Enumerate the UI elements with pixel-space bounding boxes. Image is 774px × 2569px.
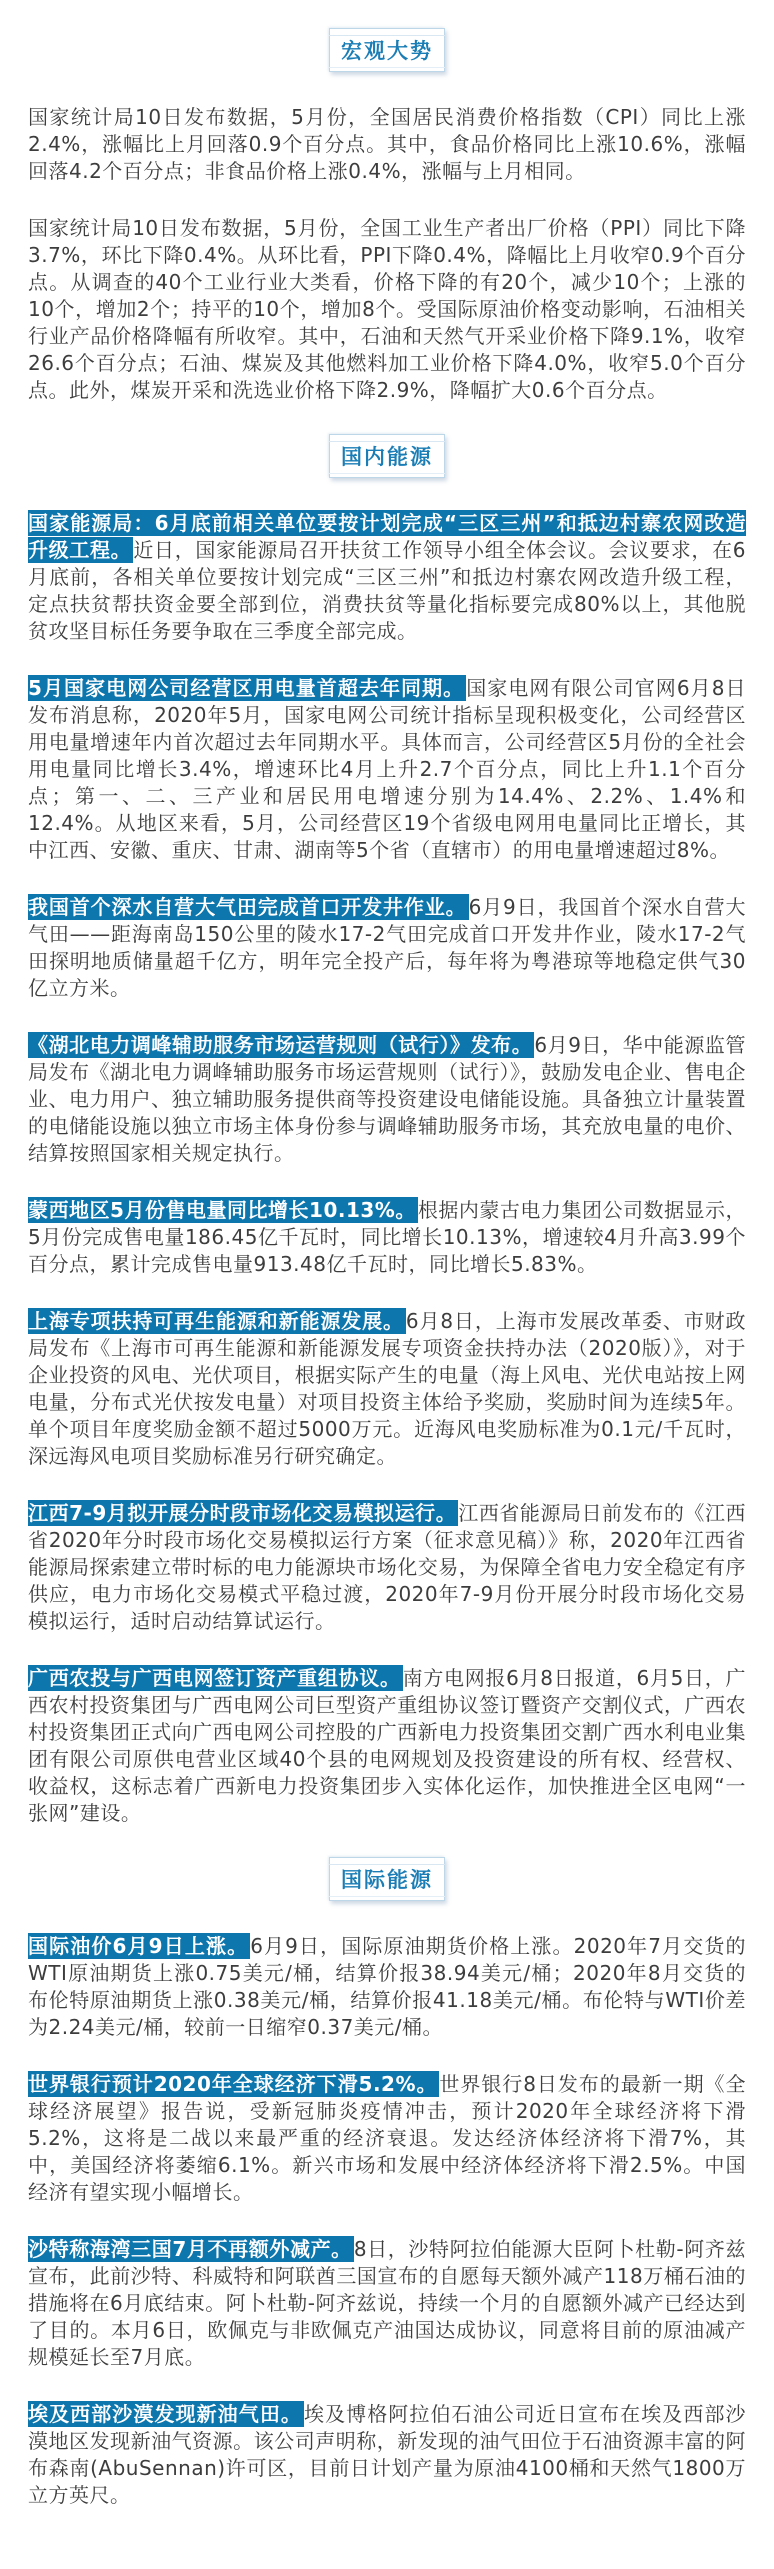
news-body: 根据内蒙古电力集团公司数据显示，5月份完成售电量186.45亿千瓦时，同比增长10.13%，增速较4月升高3.99个百分点，累计完成售电量913.48亿千瓦时，同比增长5.83%。 [28, 1198, 747, 1276]
news-headline: 我国首个深水自营大气田完成首口开发井作业。 [28, 895, 467, 919]
news-body: 国家统计局10日发布数据，5月份，全国居民消费价格指数（CPI）同比上涨2.4%，涨幅比上月回落0.9个百分点。其中，食品价格同比上涨10.6%，涨幅回落4.2个百分点；非食品价格上涨0.4%，涨幅与上月相同。 [28, 105, 746, 183]
news-paragraph [28, 1308, 746, 1470]
news-paragraph [28, 1933, 746, 2041]
news-headline: 5月国家电网公司经营区用电量首超去年同期。 [28, 676, 465, 700]
news-headline: 广西农投与广西电网签订资产重组协议。 [28, 1666, 401, 1690]
section-badge-domestic [329, 434, 445, 478]
news-headline: 上海专项扶持可再生能源和新能源发展。 [28, 1309, 404, 1333]
news-body: 8日，沙特阿拉伯能源大臣阿卜杜勒-阿齐兹宣布，此前沙特、科威特和阿联酋三国宣布的自愿每天额外减产118万桶石油的措施将在6月底结束。阿卜杜勒-阿齐兹说，持续一个月的自愿额外减产已经达到了目的。本月6日，欧佩克与非欧佩克产油国达成协议，同意将目前的原油减产规模延长至7月底。 [28, 2237, 746, 2369]
news-paragraph [28, 1665, 746, 1827]
news-body: 国家统计局10日发布数据，5月份，全国工业生产者出厂价格（PPI）同比下降3.7%，环比下降0.4%。从环比看，PPI下降0.4%，降幅比上月收窄0.9个百分点。从调查的40个工业行业大类看，价格下降的有20个，减少10个；上涨的10个，增加2个；持平的10个，增加8个。受国际原油价格变动影响，石油相关行业产品价格降幅有所收窄。其中，石油和天然气开采业价格下降9.1%，收窄26.6个百分点；石油、煤炭及其他燃料加工业价格下降4.0%，收窄5.0个百分点。此外，煤炭开采和洗选业价格下降2.9%，降幅扩大0.6个百分点。 [28, 216, 746, 402]
news-headline: 《湖北电力调峰辅助服务市场运营规则（试行）》发布。 [28, 1033, 533, 1057]
news-paragraph [28, 510, 746, 645]
section-macro-trends [28, 28, 746, 404]
section-header-row [28, 434, 746, 478]
news-body: 6月9日，我国首个深水自营大气田——距海南岛150公里的陵水17-2气田完成首口开发井作业，陵水17-2气田探明地质储量超千亿方，明年完全投产后，每年将为粤港琼等地稳定供气30亿立方米。 [28, 895, 747, 1000]
section-badge-label: 宏观大势 [341, 39, 433, 63]
news-headline: 沙特称海湾三国7月不再额外减产。 [28, 2237, 352, 2261]
section-header-row [28, 1857, 746, 1901]
section-header-row [28, 28, 746, 72]
news-paragraph [28, 2401, 746, 2509]
news-body: 6月8日，上海市发展改革委、市财政局发布《上海市可再生能源和新能源发展专项资金扶持办法（2020版）》，对于企业投资的风电、光伏项目，根据实际产生的电量（海上风电、光伏电站按上网电量，分布式光伏按发电量）对项目投资主体给予奖励，奖励时间为连续5年。单个项目年度奖励金额不超过5000万元。近海风电奖励标准为0.1元/千瓦时，深远海风电项目奖励标准另行研究确定。 [28, 1309, 747, 1468]
section-badge-label: 国际能源 [341, 1868, 433, 1892]
section-domestic-energy [28, 434, 746, 1827]
news-body: 国家电网有限公司官网6月8日发布消息称，2020年5月，国家电网公司统计指标呈现积极变化，公司经营区用电量增速年内首次超过去年同期水平。具体而言，公司经营区5月份的全社会用电量同比增长3.4%，增速环比4月上升2.7个百分点，同比上升1.1个百分点；第一、二、三产业和居民用电增速分别为14.4%、2.2%、1.4%和12.4%。从地区来看，5月，公司经营区19个省级电网用电量同比正增长，其中江西、安徽、重庆、甘肃、湖南等5个省（直辖市）的用电量增速超过8%。 [28, 676, 746, 862]
news-headline: 蒙西地区5月份售电量同比增长10.13%。 [28, 1198, 416, 1222]
news-body: 江西省能源局日前发布的《江西省2020年分时段市场化交易模拟运行方案（征求意见稿）》称，2020年江西省能源局探索建立带时标的电力能源块市场化交易，为保障全省电力安全稳定有序供应，电力市场化交易模式平稳过渡，2020年7-9月份开展分时段市场化交易模拟运行，适时启动结算试运行。 [28, 1501, 746, 1633]
news-body: 6月9日，华中能源监管局发布《湖北电力调峰辅助服务市场运营规则（试行）》，鼓励发电企业、售电企业、电力用户、独立辅助服务提供商等投资建设电储能设施。具备独立计量装置的电储能设施以独立市场主体身份参与调峰辅助服务市场，其充放电量的电价、结算按照国家相关规定执行。 [28, 1033, 747, 1165]
news-paragraph [28, 675, 746, 864]
section-international-energy [28, 1857, 746, 2509]
section-badge-international [329, 1857, 445, 1901]
news-paragraph [28, 894, 746, 1002]
news-paragraph [28, 215, 746, 404]
news-headline: 江西7-9月拟开展分时段市场化交易模拟运行。 [28, 1501, 457, 1525]
section-badge-label: 国内能源 [341, 445, 433, 469]
section-badge-macro [329, 28, 445, 72]
news-paragraph [28, 1500, 746, 1635]
news-headline: 埃及西部沙漠发现新油气田。 [28, 2402, 302, 2426]
news-paragraph [28, 1032, 746, 1167]
news-headline: 国际油价6月9日上涨。 [28, 1934, 249, 1958]
news-body: 6月9日，国际原油期货价格上涨。2020年7月交货的WTI原油期货上涨0.75美元/桶，结算价报38.94美元/桶；2020年8月交货的布伦特原油期货上涨0.38美元/桶，结算价报41.18美元/桶。布伦特与WTI价差为2.24美元/桶，较前一日缩窄0.37美元/桶。 [28, 1934, 746, 2039]
news-headline: 国家能源局：6月底前相关单位要按计划完成“三区三州”和抵边村寨农网改造升级工程。 [28, 511, 746, 562]
news-body: 世界银行8日发布的最新一期《全球经济展望》报告说，受新冠肺炎疫情冲击，预计2020年全球经济将下滑5.2%，这将是二战以来最严重的经济衰退。发达经济体经济将下滑7%，其中，美国经济将萎缩6.1%。新兴市场和发展中经济体经济将下滑2.5%。中国经济有望实现小幅增长。 [28, 2072, 746, 2204]
news-paragraph [28, 2071, 746, 2206]
news-paragraph [28, 104, 746, 185]
news-paragraph [28, 1197, 746, 1278]
news-headline: 世界银行预计2020年全球经济下滑5.2%。 [28, 2072, 438, 2096]
news-body: 南方电网报6月8日报道，6月5日，广西农村投资集团与广西电网公司巨型资产重组协议签订暨资产交割仪式，广西农村投资集团正式向广西电网公司控股的广西新电力投资集团交割广西水利电业集团有限公司原供电营业区域40个县的电网规划及投资建设的所有权、经营权、收益权，这标志着广西新电力投资集团步入实体化运作，加快推进全区电网“一张网”建设。 [28, 1666, 747, 1825]
news-body: 近日，国家能源局召开扶贫工作领导小组全体会议。会议要求，在6月底前，各相关单位要按计划完成“三区三州”和抵边村寨农网改造升级工程，定点扶贫帮扶资金要全部到位，消费扶贫等量化指标要完成80%以上，其他脱贫攻坚目标任务要争取在三季度全部完成。 [28, 538, 747, 643]
news-paragraph [28, 2236, 746, 2371]
news-body: 埃及博格阿拉伯石油公司近日宣布在埃及西部沙漠地区发现新油气资源。该公司声明称，新发现的油气田位于石油资源丰富的阿布森南(AbuSennan)许可区，目前日计划产量为原油4100桶和天然气1800万立方英尺。 [28, 2402, 747, 2507]
